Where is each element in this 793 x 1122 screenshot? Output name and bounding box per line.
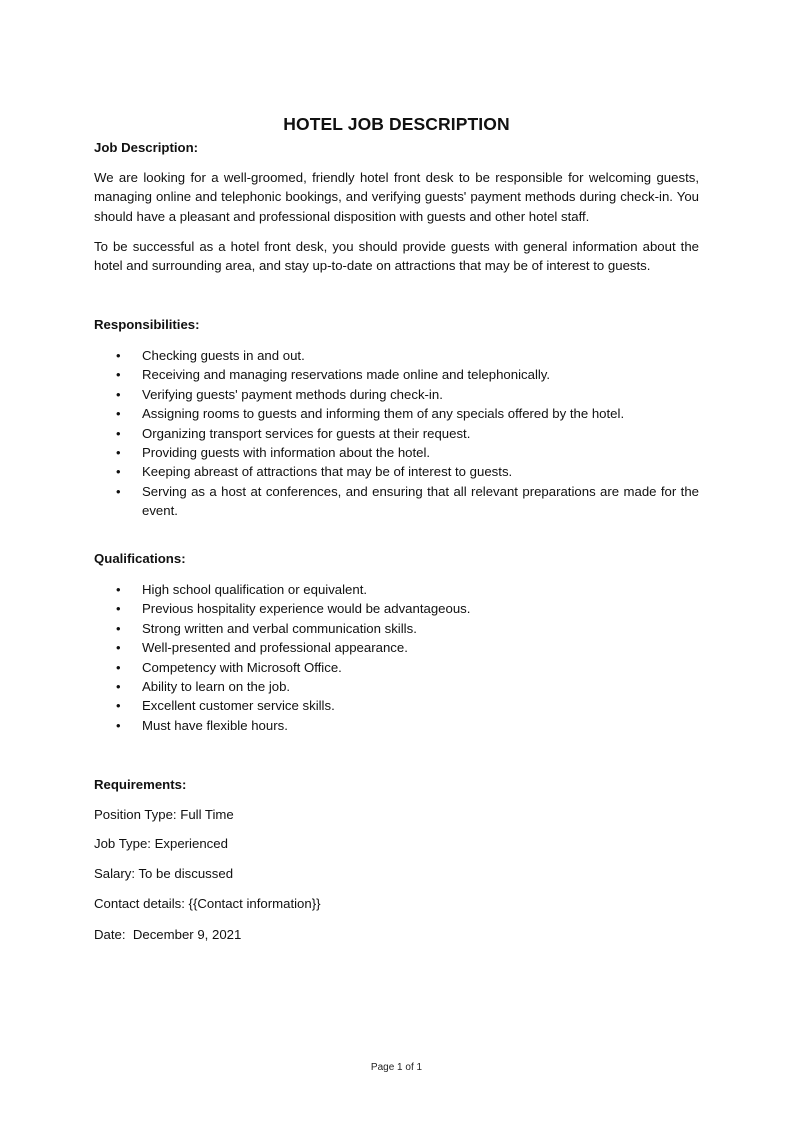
requirements-heading: Requirements:: [94, 777, 187, 792]
list-item: [94, 677, 699, 696]
list-item: [94, 385, 699, 404]
bullet-icon: •: [116, 445, 121, 461]
list-item: [94, 443, 699, 462]
bullet-icon: •: [116, 386, 121, 402]
list-item-text: Receiving and managing reservations made online and telephonically.: [142, 367, 551, 383]
page-number: Page 1 of 1: [370, 1062, 423, 1073]
bullet-icon: •: [116, 640, 121, 656]
list-item: [94, 462, 699, 481]
list-item-text: High school qualification or equivalent.: [142, 582, 368, 597]
list-item: [94, 599, 699, 618]
list-item-text: Keeping abreast of attractions that may be of interest to guests.: [142, 464, 513, 480]
list-item: [94, 482, 699, 521]
list-item-text: Ability to learn on the job.: [142, 679, 291, 695]
bullet-icon: •: [116, 717, 121, 733]
list-item-text: Organizing transport services for guests at their request.: [142, 425, 471, 441]
list-item-text: Excellent customer service skills.: [142, 698, 335, 714]
bullet-icon: •: [116, 659, 121, 675]
job-type-text: Job Type: Experienced: [94, 836, 228, 851]
bullet-icon: •: [116, 425, 121, 441]
list-item: [94, 619, 699, 638]
list-item: [94, 716, 699, 735]
list-item: [94, 638, 699, 657]
qualifications-heading: Qualifications:: [94, 551, 186, 566]
bullet-icon: •: [116, 698, 121, 714]
list-item: [94, 580, 699, 599]
contact-details-text: Contact details: {{Contact information}}: [94, 896, 321, 911]
list-item-text: Serving as a host at conferences, and ensuring that all relevant preparations are made for the event.: [142, 483, 699, 519]
list-item-text: Well-presented and professional appearance.: [142, 640, 408, 656]
responsibilities-heading: Responsibilities:: [94, 317, 200, 332]
bullet-icon: •: [116, 348, 121, 363]
list-item: [94, 365, 699, 384]
list-item: [94, 658, 699, 677]
bullet-icon: •: [116, 601, 121, 617]
bullet-icon: •: [116, 679, 121, 695]
list-item-text: Previous hospitality experience would be advantageous.: [142, 601, 471, 617]
bullet-icon: •: [116, 620, 121, 636]
list-item-text: Must have flexible hours.: [142, 717, 288, 733]
list-item-text: Providing guests with information about the hotel.: [142, 445, 431, 461]
document-title: HOTEL JOB DESCRIPTION: [283, 114, 510, 134]
bullet-icon: •: [116, 483, 121, 499]
responsibilities-list: [94, 346, 699, 521]
date-text: Date: December 9, 2021: [94, 927, 242, 942]
position-type-text: Position Type: Full Time: [94, 807, 234, 822]
qualifications-list: [94, 580, 699, 735]
bullet-icon: •: [116, 464, 121, 480]
list-item: [94, 696, 699, 715]
bullet-icon: •: [116, 582, 121, 597]
salary-text: Salary: To be discussed: [94, 866, 234, 881]
list-item-text: Strong written and verbal communication skills.: [142, 620, 417, 636]
list-item-text: Competency with Microsoft Office.: [142, 659, 342, 675]
list-item: [94, 424, 699, 443]
bullet-icon: •: [116, 367, 121, 383]
bullet-icon: •: [116, 406, 121, 422]
list-item: [94, 346, 699, 365]
list-item-text: Verifying guests' payment methods during check-in.: [142, 386, 443, 402]
list-item-text: Checking guests in and out.: [142, 348, 305, 363]
job-description-paragraph-2: To be successful as a hotel front desk, you should provide guests with general information about the hotel and surrounding area, and stay up-to-date on attractions that may be of interest to guests.: [94, 239, 699, 274]
job-description-heading: Job Description:: [94, 140, 199, 155]
list-item-text: Assigning rooms to guests and informing them of any specials offered by the hotel.: [142, 406, 625, 422]
list-item: [94, 404, 699, 423]
job-description-paragraph-1: We are looking for a well-groomed, friendly hotel front desk to be responsible for welcoming guests, managing online and telephonic bookings, and verifying guests' payment methods during check-in. You should have a pleasant and professional disposition with guests and other hotel staff.: [94, 170, 699, 224]
